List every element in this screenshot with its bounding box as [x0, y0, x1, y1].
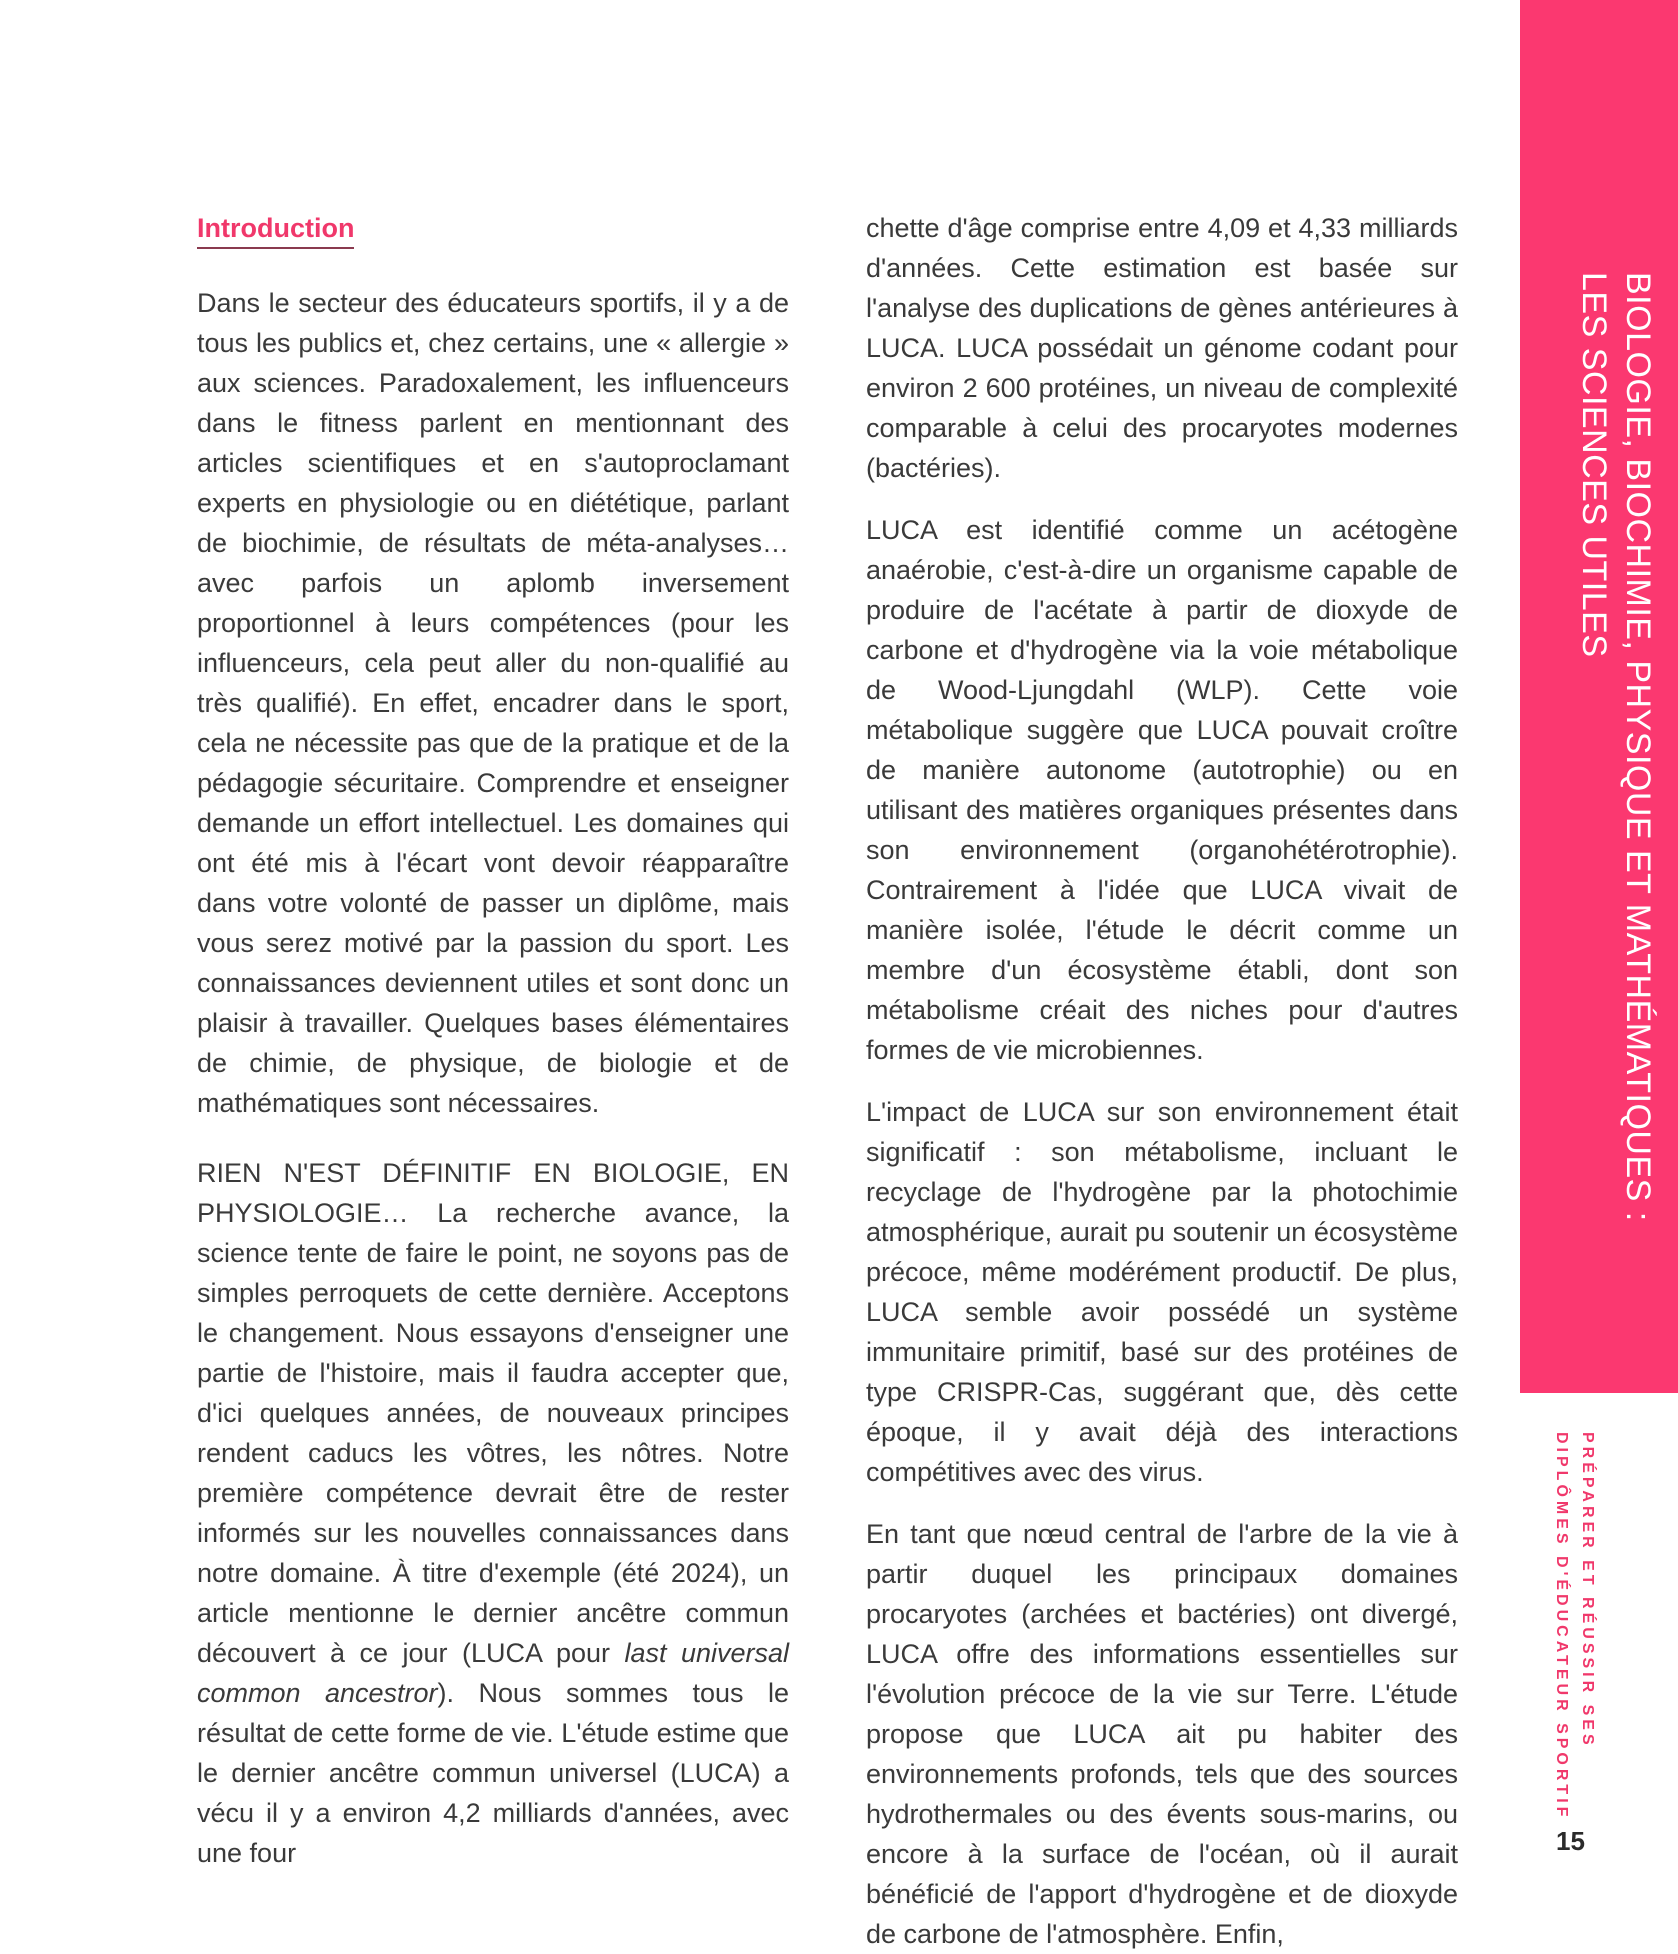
paragraph: Dans le secteur des éducateurs sportifs, il y a de tous les publics et, chez certains, une « allergie » aux sciences. Paradoxalement, les influenceurs dans le fitness parlent en mentionnant des articles scientifiques et en s'autoproclamant experts en physiologie ou en diététique, parlant de biochimie, de résultats de méta-analyses… avec parfois un aplomb inversement proportionnel à leurs compétences (pour les influenceurs, cela peut aller du non-qualifié au très qualifié). En effet, encadrer dans le sport, cela ne nécessite pas que de la pratique et de la pédagogie sécuritaire. Comprendre et enseigner demande un effort intellectuel. Les domaines qui ont été mis à l'écart vont devoir réapparaître dans votre volonté de passer un diplôme, mais vous serez motivé par la passion du sport. Les connaissances deviennent utiles et sont donc un plaisir à travailler. Quelques bases élémentaires de chimie, de physique, de biologie et de mathématiques sont nécessaires. — [197, 288, 789, 1118]
page-number: 15 — [1556, 1826, 1585, 1856]
paragraph: L'impact de LUCA sur son environnement était significatif : son métabolisme, incluant le recyclage de l'hydrogène par la photochimie atmosphérique, aurait pu soutenir un écosystème précoce, même modérément productif. De plus, LUCA semble avoir possédé un système immunitaire primitif, basé sur des protéines de type CRISPR-Cas, suggérant que, dès cette époque, il y avait déjà des interactions compétitives avec des virus. — [866, 1097, 1458, 1487]
chapter-title-line-2: LES SCIENCES UTILES — [1575, 272, 1613, 658]
paragraph-text: RIEN N'EST DÉFINITIF EN BIOLOGIE, EN PHYSIOLOGIE… La recherche avance, la science tente de faire le point, ne soyons pas de simples perroquets de cette dernière. Acceptons le changement. Nous essayons d'enseigner une partie de l'histoire, mais il faudra accepter que, d'ici quelques années, de nouveaux principes rendent caducs les vôtres, les nôtres. Notre première compétence devrait être de rester informés sur les nouvelles connaissances dans notre domaine. À titre d'exemple (été 2024), un article mentionne le dernier ancêtre commun découvert à ce jour (LUCA pour — [197, 1158, 789, 1668]
paragraph-italic: last universal common ancestror — [197, 1638, 789, 1708]
paragraph: chette d'âge comprise entre 4,09 et 4,33 milliards d'années. Cette estimation est basée sur l'analyse des duplications de gènes antérieures à LUCA. LUCA possédait un génome codant pour environ 2 600 protéines, un niveau de complexité comparable à celui des procaryotes modernes (bactéries). — [866, 213, 1458, 483]
paragraph-text: ). Nous sommes tous le résultat de cette forme de vie. L'étude estime que le dernier ancêtre commun universel (LUCA) a vécu il y a environ 4,2 milliards d'années, avec une four — [197, 1678, 789, 1868]
right-column — [866, 208, 1458, 1954]
section-heading: Introduction — [197, 211, 354, 249]
paragraph: En tant que nœud central de l'arbre de la vie à partir duquel les principaux domaines procaryotes (archées et bactéries) ont divergé, LUCA offre des informations essentielles sur l'évolution précoce de la vie sur Terre. L'étude propose que LUCA ait pu habiter des environnements profonds, tels que des sources hydrothermales ou des évents sous-marins, ou encore à la surface de l'océan, où il aurait bénéficié de l'apport d'hydrogène et de dioxyde de carbone de l'atmosphère. Enfin, — [866, 1519, 1458, 1949]
paragraph — [197, 1153, 789, 1873]
paragraph: LUCA est identifié comme un acétogène anaérobie, c'est-à-dire un organisme capable de produire de l'acétate à partir de dioxyde de carbone et d'hydrogène via la voie métabolique de Wood-Ljungdahl (WLP). Cette voie métabolique suggère que LUCA pouvait croître de manière autonome (autotrophie) ou en utilisant des matières organiques présentes dans son environnement (organohétérotrophie). Contrairement à l'idée que LUCA vivait de manière isolée, l'étude le décrit comme un membre d'un écosystème établi, dont son métabolisme créait des niches pour d'autres formes de vie microbiennes. — [866, 515, 1458, 1065]
left-column — [197, 208, 789, 1873]
book-title-line-1: PRÉPARER ET RÉUSSIR SES — [1579, 1432, 1596, 1749]
chapter-title — [1538, 272, 1660, 1222]
book-title — [1548, 1432, 1600, 1821]
book-title-line-2: DIPLÔMES D'ÉDUCATEUR SPORTIF — [1553, 1432, 1570, 1821]
chapter-title-line-1: BIOLOGIE, BIOCHIMIE, PHYSIQUE ET MATHÉMATIQUES : — [1619, 272, 1657, 1222]
